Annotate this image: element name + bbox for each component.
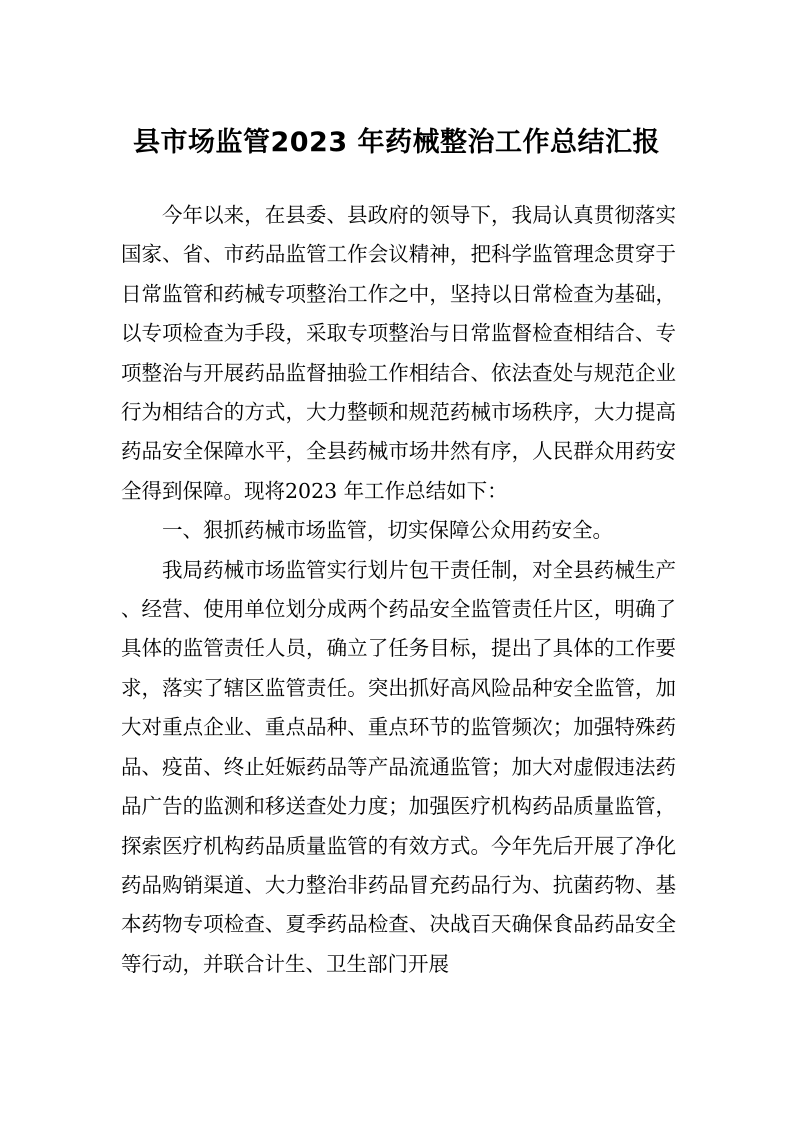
document-body bbox=[121, 196, 676, 984]
paragraph-intro: 今年以来，在县委、县政府的领导下，我局认真贯彻落实国家、省、市药品监管工作会议精神，把科学监管理念贯穿于日常监管和药械专项整治工作之中，坚持以日常检查为基础，以专项检查为手段，采取专项整治与日常监督检查相结合、专项整治与开展药品监督抽验工作相结合、依法查处与规范企业行为相结合的方式，大力整顿和规范药械市场秩序，大力提高药品安全保障水平，全县药械市场井然有序，人民群众用药安全得到保障。现将2023 年工作总结如下： bbox=[121, 203, 676, 503]
document-title: 县市场监管2023 年药械整治工作总结汇报 bbox=[132, 127, 661, 158]
section-heading-1: 一、狠抓药械市场监管，切实保障公众用药安全。 bbox=[162, 518, 613, 543]
paragraph-section-1: 我局药械市场监管实行划片包干责任制，对全县药械生产、经营、使用单位划分成两个药品安全监管责任片区，明确了具体的监管责任人员，确立了任务目标，提出了具体的工作要求，落实了辖区监管责任。突出抓好高风险品种安全监管，加大对重点企业、重点品种、重点环节的监管频次；加强特殊药品、疫苗、终止妊娠药品等产品流通监管；加大对虚假违法药品广告的监测和移送查处力度；加强医疗机构药品质量监管，探索医疗机构药品质量监管的有效方式。今年先后开展了净化药品购销渠道、大力整治非药品冒充药品行为、抗菌药物、基本药物专项检查、夏季药品检查、决战百天确保食品药品安全等行动，并联合计生、卫生部门开展 bbox=[121, 557, 676, 976]
